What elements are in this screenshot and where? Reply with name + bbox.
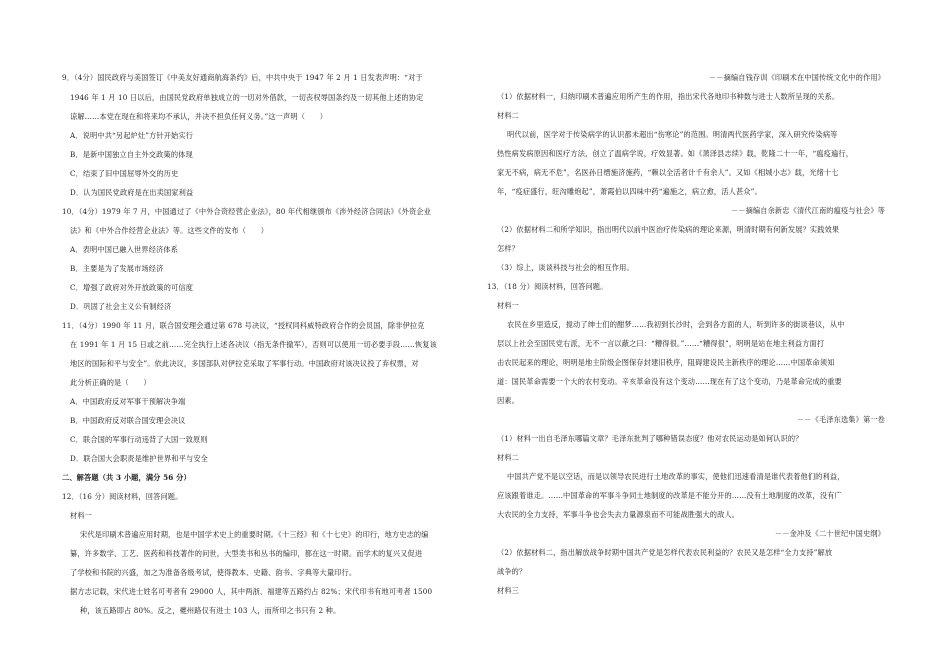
q11-stem-line-4: 此分析正确的是（ ）	[70, 378, 151, 387]
q10-stem-line-1: 10．（4分）1979 年 7 月，中国通过了《中外合资经营企业法》，80 年代相继颁布《涉外经济合同法》《外资企业	[62, 207, 432, 216]
q9-stem-line-3: 谅解……本党在现在和将来均不承认，并决不担负任何义务。”这一声明（ ）	[70, 112, 328, 121]
q9-option-c: C．结束了旧中国屈辱外交的历史	[70, 169, 179, 178]
q12-sub-2-line-2: 怎样？	[497, 244, 520, 253]
q11-option-b: B．中国政府反对联合国安理会决议	[70, 416, 186, 425]
q13-material-1-line-2: 层以上社会至国民党右派，无不一言以蔽之曰：“糟得很。”……“糟得很”，明明是站在地主利益方面打	[497, 339, 825, 348]
q9-option-a: A．说明中共“另起炉灶”方针开始实行	[70, 131, 194, 140]
q11-option-d: D．联合国大会职责是维护世界和平与安全	[70, 454, 208, 463]
q10-option-a: A．表明中国已融入世界经济体系	[70, 245, 179, 254]
q12-material-1-label: 材料一	[70, 511, 93, 520]
q12-sub-1: （1）依据材料一，归纳印刷术普遍应用所产生的作用，指出宋代各地印书种数与进士人数所呈现的关系。	[497, 92, 840, 101]
q13-material-1-line-4: 道：国民革命需要一个大的农村变动。辛亥革命没有这个变动……现在有了这个变动，乃是革命完成的重要	[497, 377, 842, 386]
source-citation-4: －－金冲及《二十世纪中国史纲》	[774, 529, 885, 538]
q12-material-2-line-4: 年，“疫症盛行，旺沟雕炮起”，萧霞伯以四味中药“遍施之，病立愈，活人甚众”。	[497, 187, 762, 196]
q11-stem-line-1: 11．（4分）1990 年 11 月，联合国安理会通过第 678 号决议，“授权同科威特政府合作的会员国，除非伊拉克	[62, 321, 425, 330]
q12-material-1-line-4: 据方志记载，宋代进士姓名可考者有 29000 人，其中两浙、福建等五路约占 82%；宋代印书有地可考者 1500	[70, 587, 433, 596]
q13-sub-2-line-1: （2）依据材料二，指出解放战争时期中国共产党是怎样代表农民利益的？农民又是怎样“全力支持”解放	[497, 548, 833, 557]
q13-material-2-label: 材料二	[497, 453, 520, 462]
q9-stem-line-2: 1946 年 1 月 10 日以后，由国民党政府单独成立的一切对外借款，一切丧权辱国条约及一切其他上述的协定	[70, 93, 424, 102]
source-citation-1: －－摘编自钱存训《印刷术在中国传统文化中的作用》	[708, 73, 885, 82]
source-citation-2: －－摘编自余新忠《清代江南的瘟疫与社会》等	[730, 206, 885, 215]
q11-option-a: A．中国政府反对军事干预解决争端	[70, 397, 186, 406]
q12-material-2-line-2: 热性病发病原因和医疗方法，创立了温病学说，疗效显著。如《萧泽县志续》载，乾隆二十一年，“瘟疫遍行，	[497, 149, 854, 158]
q12-stem: 12．（16 分）阅读材料，回答问题。	[62, 492, 183, 501]
q12-sub-3: （3）综上，谈谈科技与社会的相互作用。	[497, 263, 634, 272]
q11-stem-line-2: 在 1991 年 1 月 15 日或之前……完全执行上述各决议（指无条件撤军），否则可以使用一切必要手段……恢复该	[70, 340, 437, 349]
source-citation-3: －－《毛泽东选集》第一卷	[796, 415, 885, 424]
q13-material-1-line-1: 农民在乡里造反，搅动了绅士们的酣梦……我初到长沙时，会到各方面的人，听到许多的街谈巷议，从中	[507, 320, 845, 329]
q13-material-2-line-2: 应该跟着谁走。……中国革命的军事斗争同土地制度的改革是不能分开的……没有土地制度的改革，没有广	[497, 491, 842, 500]
q13-material-2-line-1: 中国共产党不是以空话，而是以领导农民进行土地改革的事实，使他们迅速看清是谁代表着他们的利益，	[507, 472, 845, 481]
q13-sub-1: （1）材料一出自毛泽东哪篇文章？毛泽东批判了哪种错误态度？他对农民运动是如何认识的？	[497, 434, 803, 443]
q12-material-1-line-1: 宋代是印刷术普遍应用时期，也是中国学术史上的重要时期。《十三经》和《十七史》的印行，地方史志的编	[80, 530, 429, 539]
q12-material-1-line-5: 种，该五路即占 80%。反之，夔州路仅有进士 103 人，而所印之书只有 2 种。	[80, 606, 341, 615]
q13-material-1-line-5: 因素。	[497, 396, 520, 405]
q13-material-1-line-3: 击农民起来的理论，明明是地主阶级企图保存封建旧秩序，阻碍建设民主新秩序的理论……中国革命须知	[497, 358, 835, 367]
q12-material-1-line-3: 了学校和书院的兴盛，加之为准备各级考试，使得教本、史籍、韵书、字典等大量印行。	[70, 568, 357, 577]
q12-material-2-line-1: 明代以前，医学对于传染病学的认识都未超出“伤寒论”的范围。明清两代医药学家，深入研究传染病等	[507, 130, 838, 139]
q10-option-d: D．巩固了社会主义公有制经济	[70, 302, 172, 311]
q10-option-b: B．主要是为了发展市场经济	[70, 264, 164, 273]
q11-stem-line-3: 地区的国际和平与安全”。依此决议，多国部队对伊拉克采取了军事行动。中国政府对该决议投了弃权票，对	[70, 359, 419, 368]
q13-stem: 13．（18 分）阅读材料，回答问题。	[487, 282, 608, 291]
q12-material-2-line-3: 家无不病，病无不危”，名医孙日缙施济施药，“赖以全活者计千有余人”。又如《相城小志》载，光绪十七	[497, 168, 839, 177]
q13-material-2-line-3: 大农民的全力支持，军事斗争也会失去力量源泉而不可能战胜强大的敌人。	[497, 510, 740, 519]
q9-option-b: B．是新中国独立自主外交政策的体现	[70, 150, 193, 159]
section-heading: 二、解答题（共 3 小题，满分 56 分）	[62, 473, 191, 482]
q12-sub-2-line-1: （2）依据材料二和所学知识，指出明代以前中医治疗传染病的理论来源，明清时期有何新发展？实践效果	[497, 225, 840, 234]
q13-sub-2-line-2: 战争的？	[497, 567, 527, 576]
q9-option-d: D．认为国民党政府是在出卖国家利益	[70, 188, 194, 197]
q12-material-1-line-2: 纂，许多数学、工艺、医药和科技著作的问世，大型类书和丛书的编印，都在这一时期。而学术的复兴又促进	[70, 549, 423, 558]
q10-stem-line-2: 法》和《中外合作经营企业法》等。这些文件的发布（ ）	[70, 226, 269, 235]
q13-material-3-label: 材料三	[497, 586, 520, 595]
q13-material-1-label: 材料一	[497, 301, 520, 310]
q9-stem-line-1: 9．（4分）国民政府与美国签订《中美友好通商航海条约》后，中共中央于 1947 年 2 月 1 日发表声明：“对于	[62, 73, 423, 82]
q10-option-c: C．增强了政府对外开放政策的可信度	[70, 283, 194, 292]
q12-material-2-label: 材料二	[497, 111, 520, 120]
q11-option-c: C．联合国的军事行动违背了大国一致原则	[70, 435, 208, 444]
